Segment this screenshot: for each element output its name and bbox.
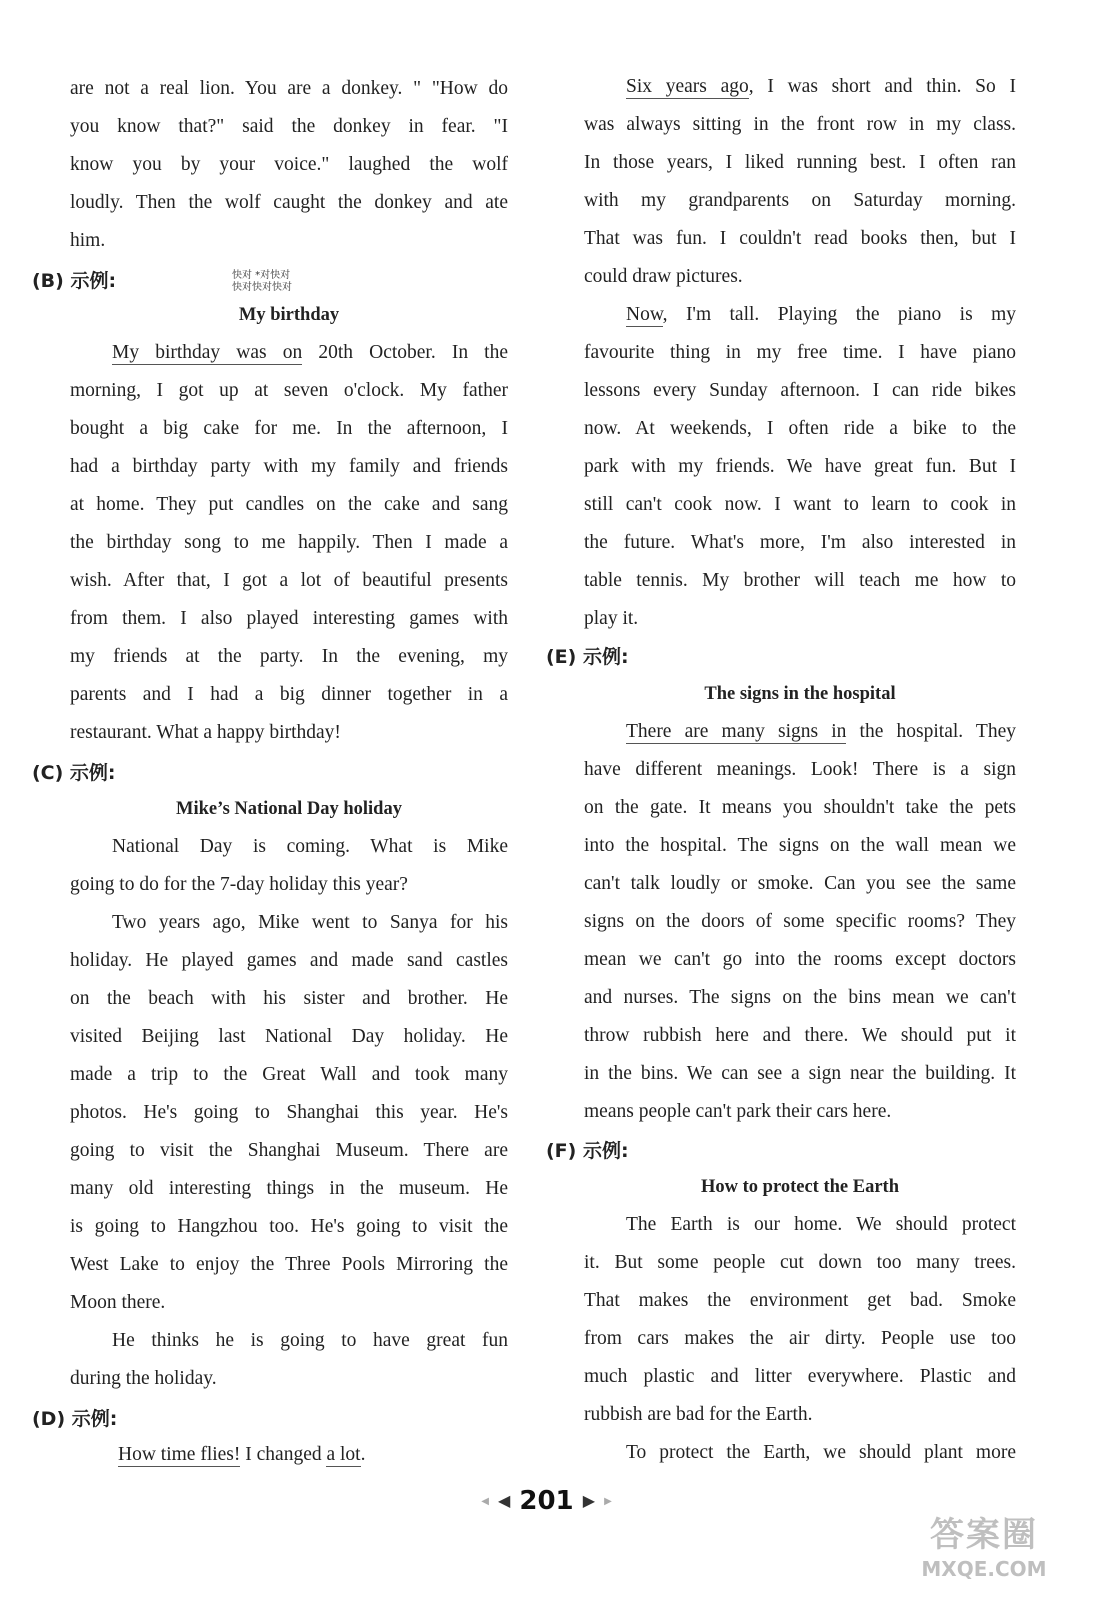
stamp-mark [232,270,292,294]
section-b-label: (B) 示例: [32,270,117,292]
paragraph-line: bought a big cake for me. In the afternoon, I [70,418,508,439]
paragraph-line: rubbish are bad for the Earth. [584,1404,813,1425]
line-text: I changed [240,1444,327,1465]
paragraph-line: and nurses. The signs on the bins mean we can't [584,987,1016,1008]
page-number [0,1486,1093,1516]
line-text: 20th October. In the [302,342,508,363]
paragraph-line: at home. They put candles on the cake and sang [70,494,508,515]
heading-protect-earth: How to protect the Earth [701,1177,899,1197]
heading-signs-hospital: The signs in the hospital [704,684,896,704]
paragraph-line: in the bins. We can see a sign near the building. It [584,1063,1016,1084]
watermark-en: MXQE.COM [921,1557,1047,1581]
paragraph-line: was always sitting in the front row in my class. [584,114,1016,135]
dot-icon: ◀ [481,1496,489,1507]
paragraph-line: are not a real lion. You are a donkey. " "How do [70,78,508,99]
paragraph-line: now. At weekends, I often ride a bike to the [584,418,1016,439]
line-text: . [360,1444,366,1465]
paragraph-line: In those years, I liked running best. I often ran [584,152,1016,173]
paragraph-line: National Day is coming. What is Mike [112,836,508,857]
paragraph-line: it. But some people cut down too many trees. [584,1252,1016,1273]
paragraph-line: photos. He's going to Shanghai this year. He's [70,1102,508,1123]
heading-mike-holiday: Mike’s National Day holiday [176,799,402,819]
underlined-phrase: How time flies! [118,1444,241,1465]
paragraph-line: West Lake to enjoy the Three Pools Mirroring the [70,1254,508,1275]
paragraph-line: could draw pictures. [584,266,743,287]
paragraph-line [70,334,508,372]
paragraph-line: loudly. Then the wolf caught the donkey and ate [70,192,508,213]
paragraph-line [584,68,1016,106]
paragraph-line: He thinks he is going to have great fun [112,1330,508,1351]
paragraph-line [584,296,1016,334]
arrow-right-icon: ▶ [582,1491,596,1510]
paragraph-line: into the hospital. The signs on the wall mean we [584,835,1016,856]
paragraph-line: going to do for the 7-day holiday this year? [70,874,408,895]
watermark [899,1514,1069,1590]
paragraph-line: visited Beijing last National Day holiday. He [70,1026,508,1047]
paragraph-line: play it. [584,608,639,629]
paragraph-line: mean we can't go into the rooms except doctors [584,949,1016,970]
underlined-phrase: Six years ago [626,76,749,97]
watermark-cn: 答案圈 [930,1515,1038,1555]
paragraph-line: on the beach with his sister and brother. He [70,988,508,1009]
paragraph-line: from them. I also played interesting games with [70,608,508,629]
stamp-line-2: 快对快对快对 [232,282,292,293]
dot-icon: ▶ [604,1496,612,1507]
paragraph-line: signs on the doors of some specific rooms? They [584,911,1016,932]
paragraph-line: That makes the environment get bad. Smoke [584,1290,1016,1311]
line-text: , I was short and thin. So I [748,76,1016,97]
paragraph-line: the birthday song to me happily. Then I made a [70,532,508,553]
section-e-label: (E) 示例: [546,646,629,668]
paragraph-line: had a birthday party with my family and friends [70,456,508,477]
paragraph-line: going to visit the Shanghai Museum. There are [70,1140,508,1161]
paragraph-line: him. [70,230,106,251]
page-number-value: 201 [519,1486,574,1516]
paragraph-line: holiday. He played games and made sand castles [70,950,508,971]
paragraph-line: That was fun. I couldn't read books then, but I [584,228,1016,249]
paragraph-line [70,1436,508,1474]
paragraph-line: during the holiday. [70,1368,217,1389]
arrow-left-icon: ◀ [497,1491,511,1510]
paragraph-line: can't talk loudly or smoke. Can you see the same [584,873,1016,894]
paragraph-line: my friends at the party. In the evening, my [70,646,508,667]
line-text: the hospital. They [846,721,1016,742]
stamp-line-1: 快对 *对快对 [232,270,291,281]
paragraph-line: favourite thing in my free time. I have piano [584,342,1016,363]
paragraph-line: have different meanings. Look! There is a sign [584,759,1016,780]
paragraph-line: on the gate. It means you shouldn't take the pets [584,797,1016,818]
paragraph-line: restaurant. What a happy birthday! [70,722,341,743]
underlined-phrase: Now [626,304,663,325]
section-c-label: (C) 示例: [32,762,116,784]
paragraph-line [584,713,1016,751]
paragraph-line: from cars makes the air dirty. People use too [584,1328,1016,1349]
paragraph-line: Two years ago, Mike went to Sanya for his [112,912,508,933]
line-text: , I'm tall. Playing the piano is my [662,304,1016,325]
paragraph-line: means people can't park their cars here. [584,1101,892,1122]
paragraph-line: morning, I got up at seven o'clock. My father [70,380,508,401]
heading-my-birthday: My birthday [238,305,340,325]
paragraph-line: throw rubbish here and there. We should put it [584,1025,1016,1046]
paragraph-line: is going to Hangzhou too. He's going to visit the [70,1216,508,1237]
paragraph-line: Moon there. [70,1292,166,1313]
paragraph-line: the future. What's more, I'm also interested in [584,532,1016,553]
paragraph-line: know you by your voice." laughed the wolf [70,154,508,175]
section-f-label: (F) 示例: [546,1140,629,1162]
paragraph-line: park with my friends. We have great fun. But I [584,456,1016,477]
paragraph-line: with my grandparents on Saturday morning. [584,190,1016,211]
paragraph-line: The Earth is our home. We should protect [626,1214,1016,1235]
underlined-phrase: My birthday was on [112,342,303,363]
underlined-phrase: There are many signs in [626,721,847,742]
paragraph-line: table tennis. My brother will teach me how to [584,570,1016,591]
section-d-label: (D) 示例: [32,1408,118,1430]
paragraph-line: many old interesting things in the museum. He [70,1178,508,1199]
paragraph-line: lessons every Sunday afternoon. I can ride bikes [584,380,1016,401]
paragraph-line: wish. After that, I got a lot of beautiful presents [70,570,508,591]
paragraph-line: To protect the Earth, we should plant more [626,1442,1016,1463]
paragraph-line: much plastic and litter everywhere. Plastic and [584,1366,1016,1387]
paragraph-line: still can't cook now. I want to learn to cook in [584,494,1016,515]
paragraph-line: parents and I had a big dinner together in a [70,684,508,705]
paragraph-line: you know that?" said the donkey in fear. "I [70,116,508,137]
paragraph-line: made a trip to the Great Wall and took many [70,1064,508,1085]
underlined-phrase: a lot [326,1444,361,1465]
